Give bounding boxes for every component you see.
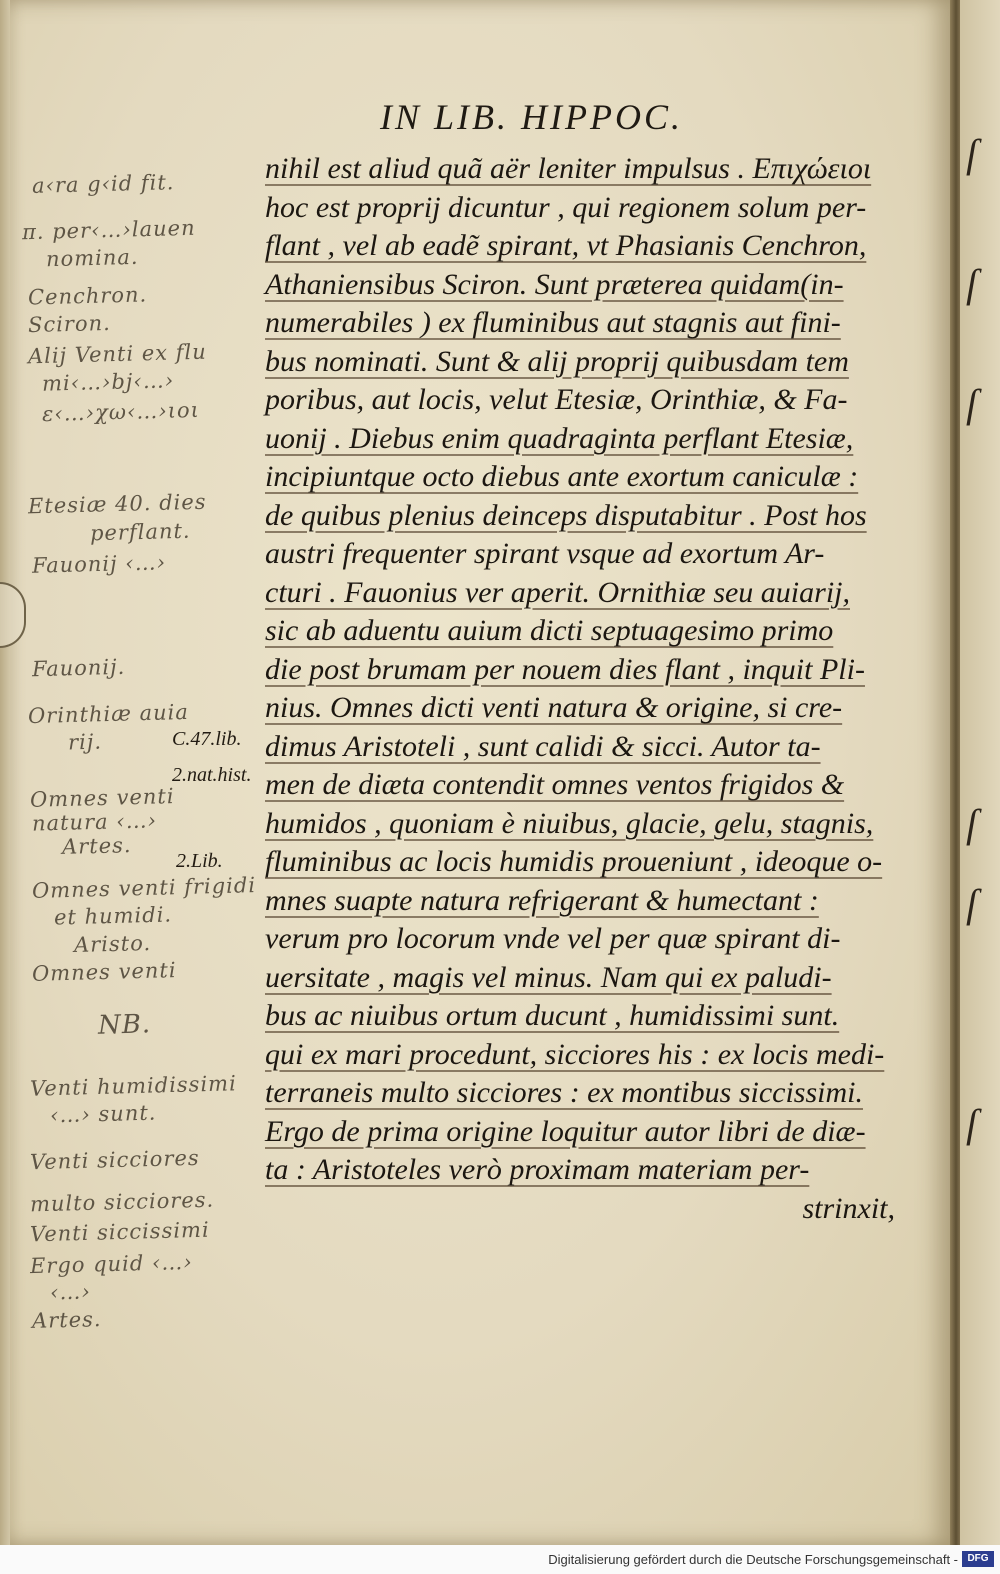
handwritten-note: Aristo. (73, 930, 152, 958)
handwritten-note: Etesiæ 40. dies (27, 489, 207, 519)
handwritten-note: Artes. (61, 833, 132, 859)
handwritten-note: ε‹…›χω‹…›ιοι (41, 397, 201, 427)
handwritten-note: Fauonij. (31, 654, 126, 682)
handwritten-note: multo sicciores. (29, 1187, 215, 1217)
handwritten-note: Alij Venti ex flu (27, 339, 208, 369)
dfg-logo: DFG (962, 1551, 994, 1567)
text-line: ta : Aristoteles verò proximam materiam per- (265, 1153, 810, 1186)
catchword: strinxit, (802, 1191, 895, 1225)
text-line: nius. Omnes dicti venti natura & origine, si cre- (265, 691, 843, 724)
handwritten-note: Omnes venti frigidi (31, 873, 257, 903)
handwritten-note: Omnes venti (29, 784, 175, 812)
margin-ref: 2.nat.hist. (172, 764, 252, 786)
digitization-footer (0, 1545, 1000, 1574)
handwritten-note: Omnes venti (31, 958, 177, 986)
running-head: IN LIB. HIPPOC. (380, 97, 683, 137)
text-line: sic ab aduentu auium dicti septuagesimo primo (265, 614, 834, 647)
handwritten-note: Sciron. (27, 310, 112, 338)
text-line: Ergo de prima origine loquitur autor libri de diæ- (265, 1114, 866, 1148)
handwritten-note: Venti siccissimi (29, 1217, 210, 1247)
text-line: nihil est aliud quã aër leniter impulsus . Επιχώειοι (265, 152, 872, 185)
handwritten-note: Ergo quid ‹…› (29, 1249, 194, 1279)
handwritten-note: nomina. (45, 244, 139, 272)
handwritten-note: π. per‹…›lauen (21, 215, 196, 245)
handwritten-note: Orinthiæ auia (27, 699, 190, 729)
text-line: dimus Aristoteli , sunt calidi & sicci. Autor ta- (265, 729, 821, 763)
margin-ref: C.47.lib. (172, 728, 242, 750)
handwritten-note: NB. (97, 1009, 152, 1041)
handwritten-margin-notes (22, 162, 262, 1362)
footer-credit: Digitalisierung gefördert durch die Deutsche Forschungsgemeinschaft - (548, 1552, 958, 1567)
text-line: uersitate , magis vel minus. Nam qui ex paludi- (265, 960, 832, 994)
text-line: flant , vel ab eadẽ spirant, vt Phasianis Cenchron, (265, 229, 867, 262)
handwritten-note: a‹ra g‹id fit. (31, 170, 175, 198)
handwritten-note: Fauonij ‹…› (31, 550, 167, 578)
handwritten-note: ‹…› sunt. (49, 1100, 157, 1128)
handwritten-note: rij. (67, 729, 103, 755)
handwritten-note: natura ‹…› (31, 808, 158, 836)
text-line: humidos , quoniam è niuibus, glacie, gelu, stagnis, (265, 806, 874, 840)
text-line: verum pro locorum vnde vel per quæ spirant di- (265, 922, 841, 955)
handwritten-note: ‹…› (49, 1279, 92, 1305)
handwritten-note: et humidi. (53, 902, 173, 930)
text-line: bus nominati. Sunt & alij proprij quibusdam tem (265, 344, 849, 378)
text-line: fluminibus ac locis humidis proueniunt , ideoque o- (265, 845, 883, 878)
handwritten-note: perflant. (89, 518, 191, 546)
text-line: die post brumam per nouem dies flant , inquit Pli- (265, 652, 865, 686)
text-line: hoc est proprij dicuntur , qui regionem solum per- (265, 190, 867, 224)
text-line: bus ac niuibus ortum ducunt , humidissimi sunt. (265, 999, 840, 1032)
text-line: numerabiles ) ex fluminibus aut stagnis aut fini- (265, 306, 841, 339)
handwritten-note: Artes. (31, 1307, 102, 1333)
text-line: cturi . Fauonius ver aperit. Ornithiæ seu auiarij, (265, 575, 850, 609)
text-line: poribus, aut locis, velut Etesiæ, Orinthiæ, & Fa- (265, 383, 848, 416)
facing-page-edge: ſ ſ ſ ſ ſ ſ (960, 0, 1000, 1545)
text-line: Athaniensibus Sciron. Sunt præterea quidam(in- (265, 267, 844, 301)
text-line: terraneis multo sicciores : ex montibus siccissimi. (265, 1076, 863, 1109)
handwritten-note: Cenchron. (27, 282, 148, 310)
handwritten-note: mi‹…›bj‹…› (41, 368, 175, 396)
text-line: uonij . Diebus enim quadraginta perflant Etesiæ, (265, 421, 854, 455)
text-line: de quibus plenius deinceps disputabitur . Post hos (265, 498, 867, 532)
text-line: men de diæta contendit omnes ventos frigidos & (265, 768, 845, 801)
handwritten-note: Venti sicciores (29, 1145, 200, 1175)
main-text-block (265, 150, 915, 1228)
margin-ref: 2.Lib. (176, 850, 223, 872)
text-line: mnes suapte natura refrigerant & humectant : (265, 883, 819, 917)
text-line: austri frequenter spirant vsque ad exortum Ar- (265, 537, 825, 570)
handwritten-note: Venti humidissimi (29, 1071, 238, 1101)
text-line: qui ex mari procedunt, sicciores his : ex locis medi- (265, 1037, 885, 1071)
text-line: incipiuntque octo diebus ante exortum caniculæ : (265, 460, 859, 493)
